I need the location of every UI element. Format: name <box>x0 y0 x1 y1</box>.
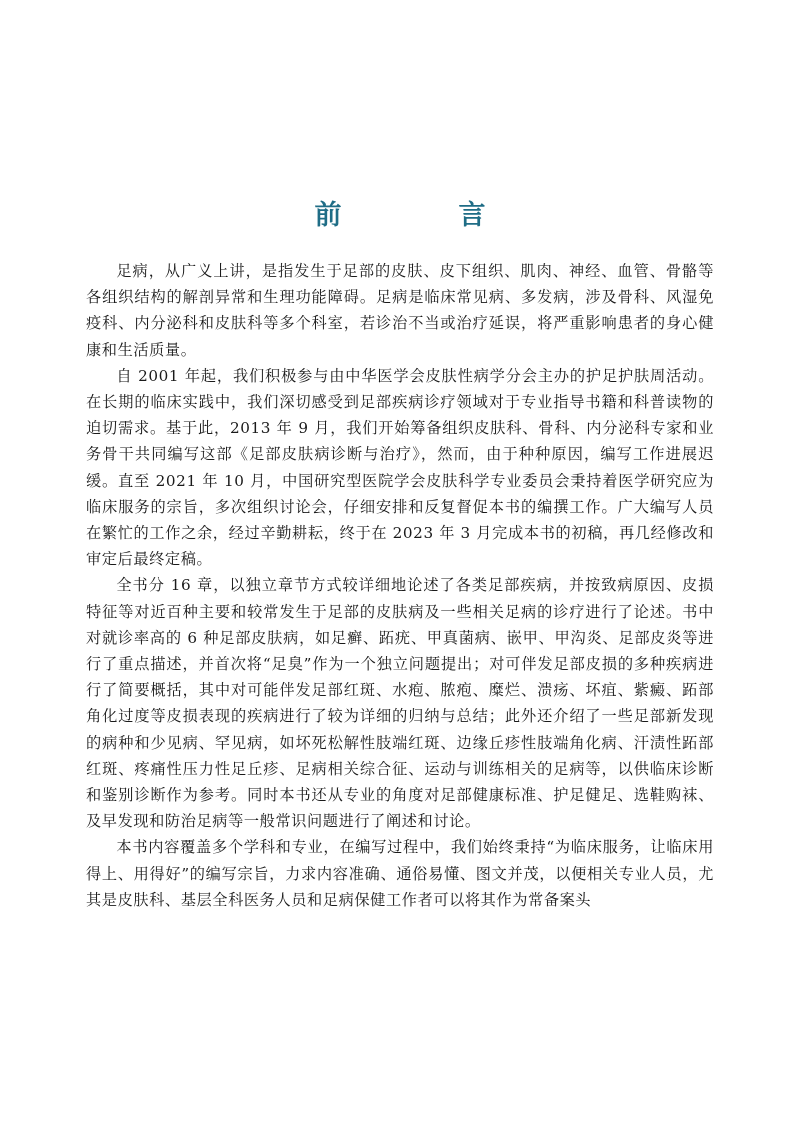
paragraph-2: 自 2001 年起，我们积极参与由中华医学会皮肤性病学分会主办的护足护肤周活动。在长期的临床实践中，我们深切感受到足部疾病诊疗领域对于专业指导书籍和科普读物的迫切需求。基于此，2013 年 9 月，我们开始筹备组织皮肤科、骨科、内分泌科专家和业务骨干共同编写这部《足部皮肤病诊断与治疗》，然而，由于种种原因，编写工作进展迟缓。直至 2021 年 10 月，中国研究型医院学会皮肤科学专业委员会秉持着医学研究应为临床服务的宗旨，多次组织讨论会，仔细安排和反复督促本书的编撰工作。广大编写人员在繁忙的工作之余，经过辛勤耕耘，终于在 2023 年 3 月完成本书的初稿，再几经修改和审定后最终定稿。 <box>86 366 714 569</box>
paragraph-1: 足病，从广义上讲，是指发生于足部的皮肤、皮下组织、肌肉、神经、血管、骨骼等各组织结构的解剖异常和生理功能障碍。足病是临床常见病、多发病，涉及骨科、风湿免疫科、内分泌科和皮肤科等多个科室，若诊治不当或治疗延误，将严重影响患者的身心健康和生活质量。 <box>86 262 714 359</box>
preface-body <box>86 258 714 913</box>
paragraph-4: 本书内容覆盖多个学科和专业，在编写过程中，我们始终秉持“为临床服务，让临床用得上、用得好”的编写宗旨，力求内容准确、通俗易懂、图文并茂，以便相关专业人员，尤其是皮肤科、基层全科医务人员和足病保健工作者可以将其作为常备案头 <box>86 838 714 909</box>
paragraph-3: 全书分 16 章，以独立章节方式较详细地论述了各类足部疾病，并按致病原因、皮损特征等对近百种主要和较常发生于足部的皮肤病及一些相关足病的诊疗进行了论述。书中对就诊率高的 6 种足部皮肤病，如足癣、跖疣、甲真菌病、嵌甲、甲沟炎、足部皮炎等进行了重点描述，并首次将“足臭”作为一个独立问题提出；对可伴发足部皮损的多种疾病进行了简要概括，其中对可能伴发足部红斑、水疱、脓疱、糜烂、溃疡、坏疽、紫癜、跖部角化过度等皮损表现的疾病进行了较为详细的归纳与总结；此外还介绍了一些足部新发现的病种和少见病、罕见病，如坏死松解性肢端红斑、边缘丘疹性肢端角化病、汗渍性跖部红斑、疼痛性压力性足丘疹、足病相关综合征、运动与训练相关的足病等，以供临床诊断和鉴别诊断作为参考。同时本书还从专业的角度对足部健康标准、护足健足、选鞋购袜、及早发现和防治足病等一般常识问题进行了阐述和讨论。 <box>86 576 714 831</box>
page-title: 前 言 <box>314 200 531 231</box>
